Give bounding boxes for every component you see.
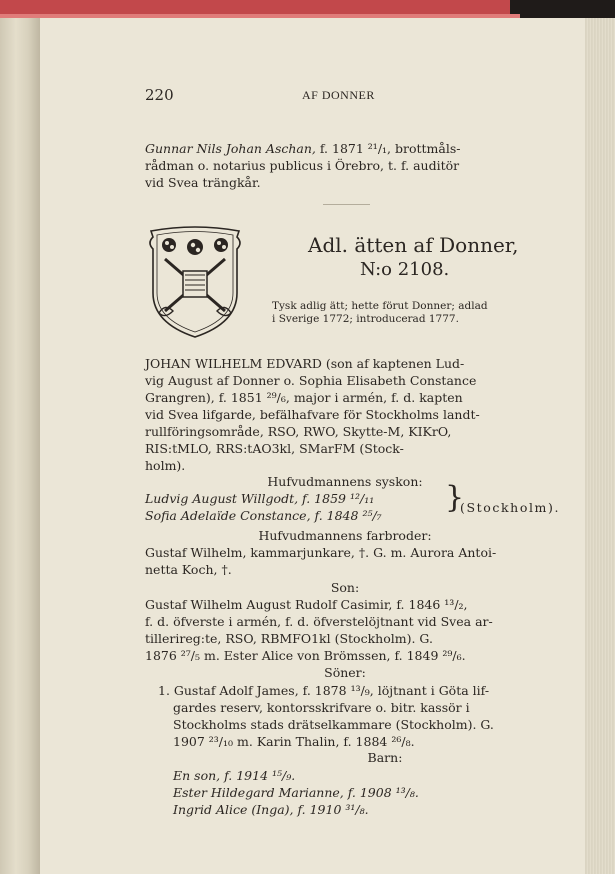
coat-of-arms-icon <box>145 223 245 341</box>
main-line-7: holm). <box>145 458 186 473</box>
sibling-place: (Stockholm). <box>460 500 561 515</box>
son-line-2: f. d. öfverste i armén, f. d. öfverstelöjtnant vid Svea ar- <box>145 614 493 629</box>
main-line-2: vig August af Donner o. Sophia Elisabeth Constance <box>145 373 477 388</box>
main-line-4: vid Svea lifgarde, befälhafvare för Stockholms landt- <box>145 407 480 422</box>
page-number: 220 <box>145 86 174 104</box>
soner-line-3: Stockholms stads drätselkammare (Stockholm). G. <box>173 717 494 732</box>
family-number: N:o 2108. <box>360 259 450 280</box>
main-line-1: JOHAN WILHELM EDVARD (son af kaptenen Lud- <box>145 356 465 371</box>
barn-line-3: Ingrid Alice (Inga), f. 1910 ³¹/₈. <box>173 802 369 817</box>
sibling-1: Ludvig August Willgodt, f. 1859 ¹²/₁₁ <box>145 491 375 506</box>
intro-line-1-rest: f. 1871 ²¹/₁, brottmåls- <box>315 141 461 156</box>
intro-line-3: vid Svea trängkår. <box>145 175 261 190</box>
family-note-line-2: i Sverige 1772; introducerad 1777. <box>272 313 459 325</box>
sibling-2: Sofia Adelaïde Constance, f. 1848 ²⁵/₇ <box>145 508 382 523</box>
book-spine <box>0 18 40 874</box>
soner-line-2: gardes reserv, kontorsskrifvare o. bitr. kassör i <box>173 700 470 715</box>
page-stack-edge <box>583 18 615 874</box>
farbroder-line-2: netta Koch, †. <box>145 562 232 577</box>
son-line-4: 1876 ²⁷/₅ m. Ester Alice von Brömssen, f. 1849 ²⁹/₆. <box>145 648 466 663</box>
heading-barn: Barn: <box>367 750 403 765</box>
son-line-3: tillerireg:te, RSO, RBMFO1kl (Stockholm). G. <box>145 631 433 646</box>
heading-farbroder: Hufvudmannens farbroder: <box>258 528 432 543</box>
family-title: Adl. ätten af Donner, <box>308 233 519 257</box>
son-line-1: Gustaf Wilhelm August Rudolf Casimir, f. 1846 ¹³/₂, <box>145 597 468 612</box>
heading-son: Son: <box>330 580 360 595</box>
soner-line-1: 1. Gustaf Adolf James, f. 1878 ¹³/₉, löjtnant i Göta lif- <box>158 683 490 698</box>
barn-line-1: En son, f. 1914 ¹⁵/₉. <box>173 768 296 783</box>
barn-line-2: Ester Hildegard Marianne, f. 1908 ¹³/₈. <box>173 785 419 800</box>
section-divider <box>323 204 370 205</box>
main-line-3: Grangren), f. 1851 ²⁹/₆, major i armén, f. d. kapten <box>145 390 463 405</box>
sibling-brace: } <box>445 480 465 515</box>
intro-name: Gunnar Nils Johan Aschan, <box>145 141 316 156</box>
family-note-line-1: Tysk adlig ätt; hette förut Donner; adlad <box>272 300 488 312</box>
heading-syskon: Hufvudmannens syskon: <box>267 474 423 489</box>
heading-soner: Söner: <box>324 665 366 680</box>
intro-line-1 <box>145 140 460 157</box>
book-page <box>40 18 585 874</box>
main-line-6: RIS:tMLO, RRS:tAO3kl, SMarFM (Stock- <box>145 441 404 456</box>
main-line-5: rullföringsområde, RSO, RWO, Skytte-M, KIKrO, <box>145 424 452 439</box>
running-head: AF DONNER <box>302 88 375 102</box>
farbroder-line-1: Gustaf Wilhelm, kammarjunkare, †. G. m. Aurora Antoi- <box>145 545 497 560</box>
intro-line-2: rådman o. notarius publicus i Örebro, t. f. auditör <box>145 158 460 173</box>
soner-line-4: 1907 ²³/₁₀ m. Karin Thalin, f. 1884 ²⁶/₈. <box>173 734 415 749</box>
